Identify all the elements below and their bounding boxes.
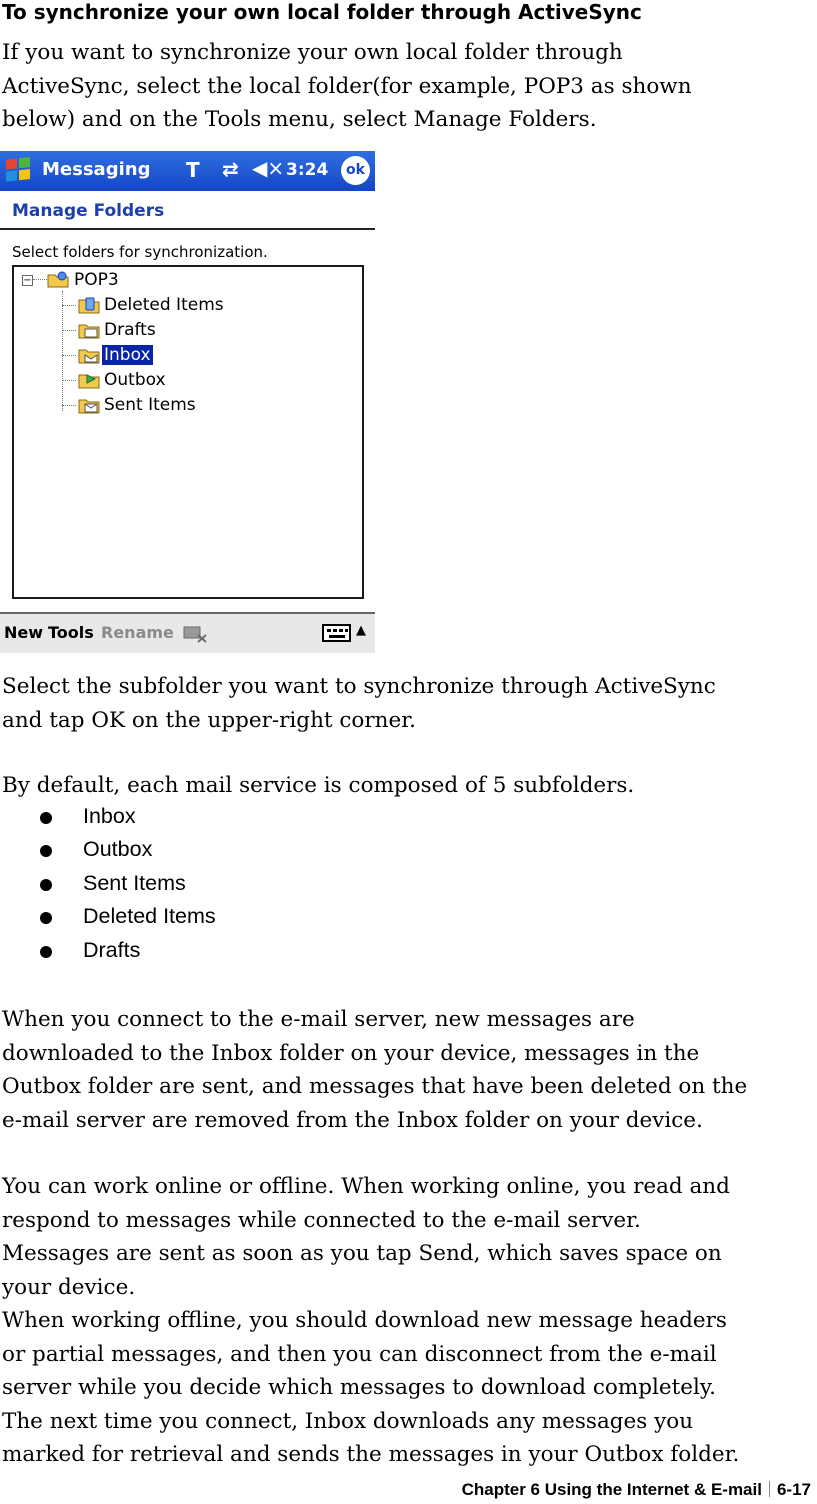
- online-line: Messages are sent as soon as you tap Send, which saves space on: [2, 1241, 722, 1266]
- sent-items-folder-icon: [78, 396, 100, 414]
- section-heading: To synchronize your own local folder through ActiveSync: [2, 0, 642, 24]
- menu-tools[interactable]: Tools: [48, 623, 94, 642]
- list-item-text: Drafts: [83, 938, 141, 962]
- menu-bar: [0, 612, 375, 653]
- tree-node-inbox[interactable]: [102, 344, 153, 366]
- menu-rename-disabled: Rename: [101, 623, 174, 642]
- connect-line: downloaded to the Inbox folder on your device, messages in the: [2, 1040, 700, 1066]
- select-paragraph: [2, 670, 815, 737]
- list-item-text: Outbox: [83, 837, 153, 861]
- tree-connector: [62, 355, 76, 356]
- tree-node-label: Inbox: [104, 345, 151, 365]
- tree-node-label: Drafts: [104, 320, 156, 340]
- chapter-title: Chapter 6 Using the Internet & E-mail: [461, 1480, 762, 1499]
- pop3-account-icon: [47, 270, 69, 288]
- list-item-text: Inbox: [83, 804, 136, 828]
- connect-paragraph: [2, 1003, 815, 1137]
- online-line: You can work online or offline. When working online, you read and: [2, 1174, 730, 1199]
- tree-node-label: Outbox: [104, 370, 166, 390]
- select-line: and tap OK on the upper-right corner.: [2, 707, 416, 733]
- footer-divider: [769, 1481, 770, 1497]
- page-footer: [462, 1480, 811, 1500]
- bullet-icon: [40, 879, 52, 891]
- tree-connector: [62, 405, 76, 406]
- tree-connector: [62, 380, 76, 381]
- connect-line: e-mail server are removed from the Inbox folder on your device.: [2, 1107, 703, 1133]
- online-line: The next time you connect, Inbox downloads any messages you: [2, 1408, 694, 1434]
- tree-connector: [62, 291, 63, 411]
- ok-button[interactable]: ok: [341, 156, 370, 185]
- connect-line: When you connect to the e-mail server, new messages are: [2, 1007, 635, 1032]
- pocketpc-screenshot: [0, 151, 375, 651]
- default-paragraph: By default, each mail service is composed of 5 subfolders.: [2, 773, 635, 798]
- menu-new[interactable]: New: [4, 623, 44, 642]
- tree-connector: [62, 330, 76, 331]
- online-line: server while you decide which messages to download completely.: [2, 1375, 716, 1400]
- bullet-icon: [40, 845, 52, 857]
- connectivity-icon[interactable]: ⇄: [222, 157, 239, 181]
- bullet-icon: [40, 912, 52, 924]
- clock[interactable]: 3:24: [286, 160, 329, 180]
- tree-connector: [33, 279, 47, 280]
- keyboard-icon[interactable]: [322, 623, 352, 643]
- online-paragraph: [2, 1170, 815, 1472]
- intro-line: ActiveSync, select the local folder(for example, POP3 as shown: [2, 73, 692, 99]
- list-item-text: Deleted Items: [83, 904, 216, 928]
- input-menu-arrow-icon[interactable]: ▲: [356, 623, 366, 638]
- drafts-folder-icon: [78, 321, 100, 339]
- intro-line: below) and on the Tools menu, select Manage Folders.: [2, 107, 597, 132]
- select-line: Select the subfolder you want to synchronize through ActiveSync: [2, 674, 716, 699]
- title-divider: [0, 228, 375, 230]
- tree-node-outbox[interactable]: [102, 369, 168, 391]
- delete-folder-icon: [182, 623, 208, 643]
- online-line: or partial messages, and then you can disconnect from the e-mail: [2, 1341, 717, 1367]
- app-title: Messaging: [42, 159, 151, 180]
- tree-connector: [62, 305, 76, 306]
- bullet-icon: [40, 812, 52, 824]
- screen-title: Manage Folders: [12, 201, 165, 221]
- tree-node-deleted-items[interactable]: [102, 294, 226, 316]
- online-line: marked for retrieval and sends the messages in your Outbox folder.: [2, 1442, 740, 1467]
- intro-paragraph: [2, 36, 815, 137]
- tree-node-label: Deleted Items: [104, 295, 224, 315]
- bullet-icon: [40, 946, 52, 958]
- tree-node-drafts[interactable]: [102, 319, 158, 341]
- intro-line: If you want to synchronize your own local folder through: [2, 40, 623, 65]
- tree-node-label: POP3: [74, 270, 119, 290]
- list-item-text: Sent Items: [83, 871, 186, 895]
- outbox-folder-icon: [78, 371, 100, 389]
- tree-node-label: Sent Items: [104, 395, 196, 415]
- connect-line: Outbox folder are sent, and messages that have been deleted on the: [2, 1074, 748, 1099]
- folder-tree[interactable]: [12, 265, 364, 599]
- page-number: 6-17: [776, 1480, 811, 1499]
- online-line: your device.: [2, 1274, 136, 1300]
- title-bar: [0, 151, 375, 191]
- online-line: respond to messages while connected to the e-mail server.: [2, 1207, 641, 1233]
- online-line: When working offline, you should download new message headers: [2, 1308, 727, 1333]
- collapse-toggle[interactable]: −: [23, 275, 32, 286]
- signal-icon[interactable]: T: [186, 158, 200, 182]
- deleted-items-folder-icon: [78, 296, 100, 314]
- inbox-folder-icon: [78, 346, 100, 364]
- tree-node-pop3[interactable]: [72, 269, 121, 291]
- tree-node-sent-items[interactable]: [102, 394, 198, 416]
- volume-muted-icon[interactable]: ◀×: [252, 156, 285, 180]
- instruction-label: Select folders for synchronization.: [12, 243, 268, 261]
- windows-start-icon[interactable]: [2, 154, 36, 188]
